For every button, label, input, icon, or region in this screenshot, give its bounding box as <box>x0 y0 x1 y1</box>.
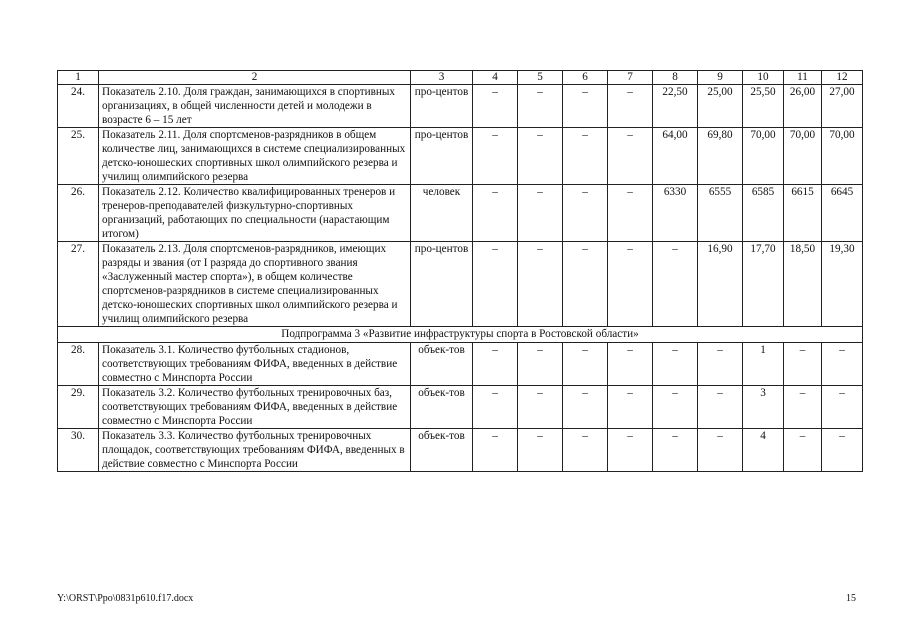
column-header: 1 <box>58 71 99 85</box>
value-cell: – <box>698 386 743 429</box>
value-cell: – <box>608 242 653 327</box>
value-cell: – <box>608 386 653 429</box>
value-cell: – <box>518 185 563 242</box>
indicator-name: Показатель 2.11. Доля спортсменов-разрядников в общем количестве лиц, занимающихся в системе специализированных детско-юношеских спортивных школ олимпийского резерва и училищ олимпийского резерва <box>99 128 411 185</box>
value-cell: – <box>473 185 518 242</box>
value-cell: – <box>822 343 863 386</box>
value-cell: 6585 <box>743 185 784 242</box>
unit: про-центов <box>411 85 473 128</box>
value-cell: 18,50 <box>784 242 822 327</box>
row-number: 28. <box>58 343 99 386</box>
value-cell: 70,00 <box>784 128 822 185</box>
column-header: 4 <box>473 71 518 85</box>
page-number: 15 <box>846 593 856 604</box>
value-cell: 64,00 <box>653 128 698 185</box>
column-header: 2 <box>99 71 411 85</box>
value-cell: – <box>563 128 608 185</box>
value-cell: 69,80 <box>698 128 743 185</box>
value-cell: – <box>473 128 518 185</box>
indicators-table <box>57 70 863 472</box>
value-cell: – <box>518 429 563 472</box>
value-cell: – <box>518 128 563 185</box>
column-header: 8 <box>653 71 698 85</box>
value-cell: – <box>653 343 698 386</box>
column-header: 3 <box>411 71 473 85</box>
row-number: 27. <box>58 242 99 327</box>
value-cell: – <box>784 429 822 472</box>
indicator-name: Показатель 3.3. Количество футбольных тренировочных площадок, соответствующих требованиям ФИФА, введенных в действие совместно с Минспорта России <box>99 429 411 472</box>
value-cell: 4 <box>743 429 784 472</box>
unit: про-центов <box>411 242 473 327</box>
value-cell: – <box>473 242 518 327</box>
value-cell: – <box>822 429 863 472</box>
value-cell: – <box>784 386 822 429</box>
table-row <box>58 85 863 128</box>
value-cell: 6555 <box>698 185 743 242</box>
row-number: 24. <box>58 85 99 128</box>
header-row <box>58 71 863 85</box>
column-header: 9 <box>698 71 743 85</box>
value-cell: – <box>563 386 608 429</box>
value-cell: 70,00 <box>822 128 863 185</box>
column-header: 12 <box>822 71 863 85</box>
indicator-name: Показатель 3.2. Количество футбольных тренировочных баз, соответствующих требованиям ФИФА, введенных в действие совместно с Минспорта России <box>99 386 411 429</box>
value-cell: 19,30 <box>822 242 863 327</box>
value-cell: 22,50 <box>653 85 698 128</box>
value-cell: – <box>608 85 653 128</box>
table-row <box>58 242 863 327</box>
value-cell: – <box>473 85 518 128</box>
value-cell: 25,00 <box>698 85 743 128</box>
value-cell: – <box>608 343 653 386</box>
unit: объек-тов <box>411 429 473 472</box>
value-cell: 6615 <box>784 185 822 242</box>
value-cell: – <box>608 429 653 472</box>
value-cell: – <box>518 85 563 128</box>
value-cell: – <box>473 386 518 429</box>
row-number: 29. <box>58 386 99 429</box>
value-cell: 6330 <box>653 185 698 242</box>
indicator-name: Показатель 2.10. Доля граждан, занимающихся в спортивных организациях, в общей численности детей и молодежи в возрасте 6 – 15 лет <box>99 85 411 128</box>
unit: про-центов <box>411 128 473 185</box>
value-cell: 16,90 <box>698 242 743 327</box>
table-row <box>58 185 863 242</box>
value-cell: 3 <box>743 386 784 429</box>
value-cell: – <box>563 185 608 242</box>
value-cell: – <box>608 185 653 242</box>
row-number: 25. <box>58 128 99 185</box>
value-cell: – <box>563 85 608 128</box>
file-path-footer: Y:\ORST\Ppo\0831p610.f17.docx <box>57 593 194 604</box>
unit: человек <box>411 185 473 242</box>
value-cell: – <box>473 343 518 386</box>
column-header: 7 <box>608 71 653 85</box>
indicator-name: Показатель 2.13. Доля спортсменов-разрядников, имеющих разряды и звания (от I разряда до спортивного звания «Заслуженный мастер спорта»), в общем количестве спортсменов-разрядников в системе специализированных детско-юношеских спортивных школ олимпийского резерва и училищ олимпийского резерва <box>99 242 411 327</box>
table-row <box>58 343 863 386</box>
value-cell: – <box>563 242 608 327</box>
value-cell: 6645 <box>822 185 863 242</box>
indicator-name: Показатель 3.1. Количество футбольных стадионов, соответствующих требованиям ФИФА, введенных в действие совместно с Минспорта России <box>99 343 411 386</box>
subprogram-row <box>58 327 863 343</box>
value-cell: 1 <box>743 343 784 386</box>
unit: объек-тов <box>411 343 473 386</box>
value-cell: 26,00 <box>784 85 822 128</box>
value-cell: – <box>653 386 698 429</box>
value-cell: 17,70 <box>743 242 784 327</box>
value-cell: 27,00 <box>822 85 863 128</box>
column-header: 6 <box>563 71 608 85</box>
value-cell: – <box>698 343 743 386</box>
value-cell: – <box>518 242 563 327</box>
value-cell: 70,00 <box>743 128 784 185</box>
value-cell: – <box>518 343 563 386</box>
row-number: 30. <box>58 429 99 472</box>
value-cell: – <box>653 242 698 327</box>
value-cell: – <box>563 343 608 386</box>
value-cell: – <box>653 429 698 472</box>
column-header: 5 <box>518 71 563 85</box>
unit: объек-тов <box>411 386 473 429</box>
value-cell: – <box>518 386 563 429</box>
value-cell: – <box>473 429 518 472</box>
table-row <box>58 128 863 185</box>
table-row <box>58 386 863 429</box>
value-cell: 25,50 <box>743 85 784 128</box>
value-cell: – <box>698 429 743 472</box>
value-cell: – <box>608 128 653 185</box>
subprogram-title: Подпрограмма 3 «Развитие инфраструктуры спорта в Ростовской области» <box>58 327 863 343</box>
value-cell: – <box>822 386 863 429</box>
row-number: 26. <box>58 185 99 242</box>
column-header: 10 <box>743 71 784 85</box>
table-row <box>58 429 863 472</box>
value-cell: – <box>563 429 608 472</box>
value-cell: – <box>784 343 822 386</box>
indicator-name: Показатель 2.12. Количество квалифицированных тренеров и тренеров-преподавателей физкультурно-спортивных организаций, работающих по специальности (нарастающим итогом) <box>99 185 411 242</box>
column-header: 11 <box>784 71 822 85</box>
